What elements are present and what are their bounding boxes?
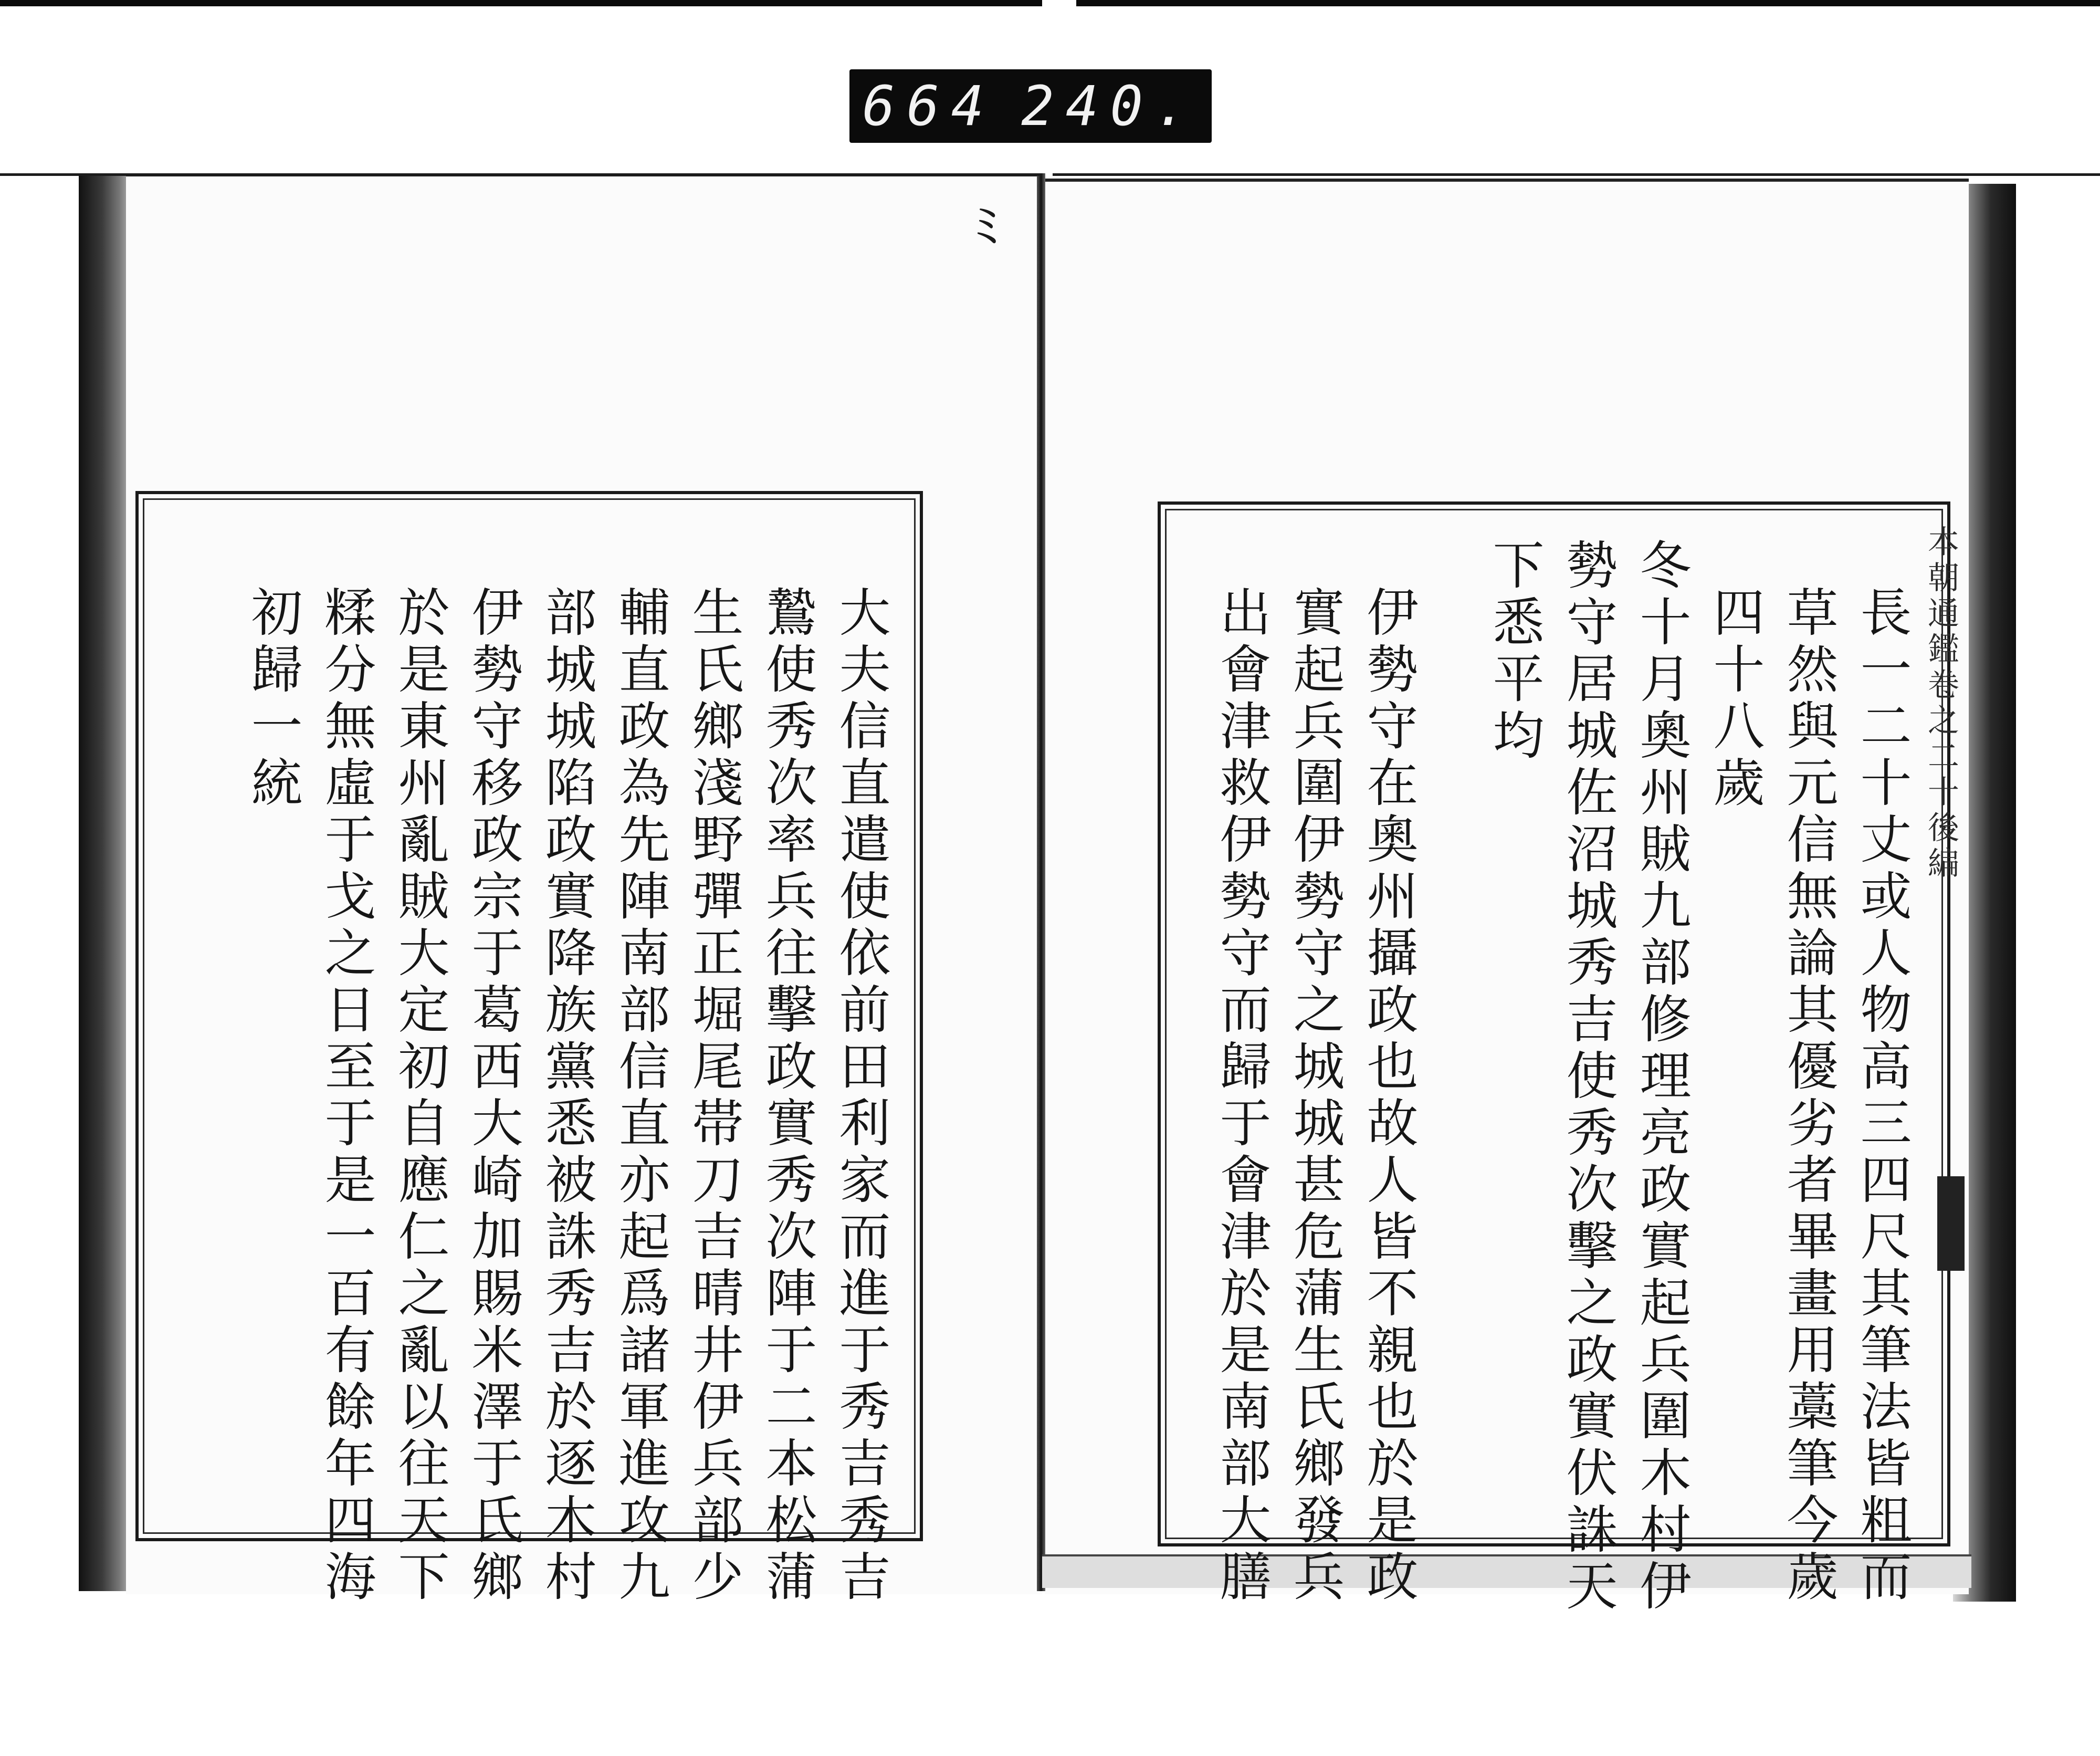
left-column-2: 鷙使秀次率兵往擊政實秀次陣于二本松蒲 (757, 586, 817, 1606)
right-column-3: 四十八歲 (1705, 586, 1765, 812)
scan-edge-top-right (1076, 0, 2100, 6)
spine-title: 本朝通鑑卷之二十後編 (1923, 525, 1959, 882)
left-column-8: 糅分無虛于戈之日至于是一百有餘年四海 (316, 586, 376, 1606)
right-column-7: 伊勢守在奧州攝政也故人皆不親也於是政 (1358, 586, 1418, 1606)
film-page-number: 240. (1021, 74, 1199, 138)
left-column-3: 生氏鄉淺野彈正堀尾帯刀吉晴井伊兵部少 (684, 586, 743, 1606)
left-column-1: 大夫信直遣使依前田利家而進于秀吉秀吉 (831, 586, 890, 1606)
right-column-4: 冬十月奧州賊九部修理亮政實起兵圍木村伊 (1631, 538, 1691, 1616)
right-column-5: 勢守居城佐沼城秀吉使秀次擊之政實伏誅天 (1558, 538, 1618, 1616)
gutter-ornament: ﾐ (974, 197, 999, 256)
right-column-2: 草然與元信無論其優劣者畢畫用藁筆今歲 (1778, 586, 1838, 1606)
left-column-6: 伊勢守移政宗于葛西大崎加賜米澤于氏鄉 (463, 586, 523, 1606)
book-gutter (1037, 173, 1045, 1591)
right-column-8: 實起兵圍伊勢守之城城甚危蒲生氏鄉發兵 (1285, 586, 1345, 1606)
spine-mark (1937, 1176, 1965, 1271)
right-column-6: 下悉平均 (1484, 538, 1544, 765)
right-column-9: 出會津救伊勢守而歸于會津於是南部大膳 (1211, 586, 1271, 1606)
top-rule-right (1053, 173, 2100, 176)
left-column-5: 部城城陷政實降族黨悉被誅秀吉於逐木村 (537, 586, 596, 1606)
left-column-7: 於是東州亂賊大定初自應仁之亂以往天下 (390, 586, 449, 1606)
film-reference-label (849, 69, 1212, 143)
scan-edge-top-left (0, 0, 1042, 6)
right-column-1: 長一二十丈或人物高三四尺其筆法皆粗而 (1852, 586, 1912, 1606)
left-column-4: 輔直政為先陣南部信直亦起爲諸軍進攻九 (610, 586, 670, 1606)
top-rule-left (0, 173, 1042, 176)
film-frame-number: 664 (862, 74, 996, 138)
left-column-9: 初歸一統 (243, 586, 302, 812)
